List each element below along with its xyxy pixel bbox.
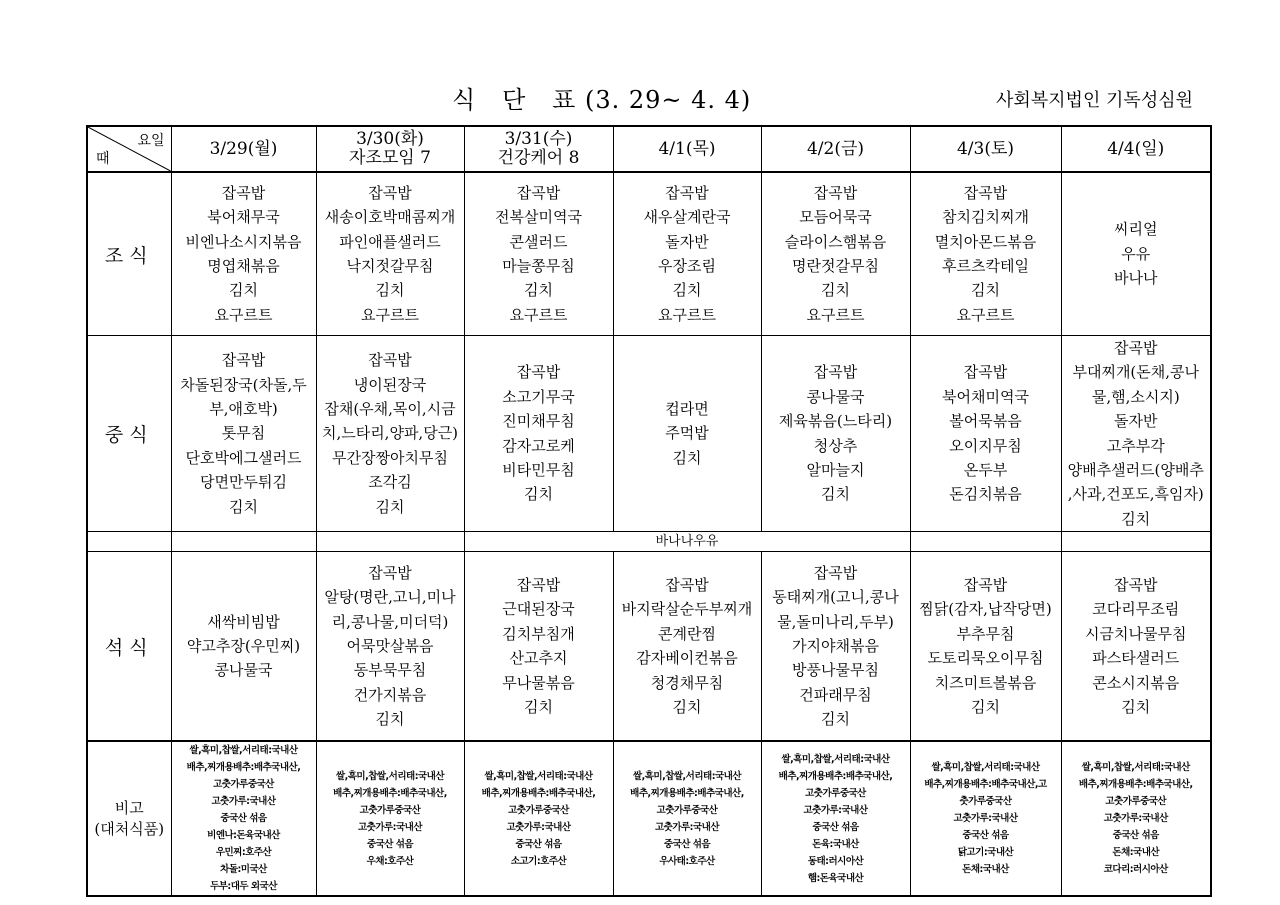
menu-item: 잡곡밥 [963, 576, 1008, 595]
menu-item: 파스타샐러드 [1092, 649, 1180, 668]
origin-notes-cell [316, 741, 464, 896]
menu-item: 건파래무침 [799, 685, 872, 704]
menu-cell [613, 552, 761, 742]
menu-item: 고춧가루중국산 [213, 779, 274, 791]
menu-item: 컵라면 [665, 400, 709, 419]
menu-item: 김치 [821, 710, 850, 729]
meal-label-lunch: 중식 [87, 336, 171, 532]
menu-item: 중국산 섞음 [812, 821, 859, 833]
menu-item: 쌀,흑미,찹쌀,서리태:국내산 [632, 770, 742, 782]
menu-cell [316, 336, 464, 532]
day-date: 4/4(일) [1107, 138, 1165, 159]
menu-item: 코다리:러시아산 [1103, 864, 1168, 876]
snack-cell [171, 532, 316, 552]
menu-item: 치즈미트볼볶음 [934, 673, 1037, 692]
menu-item: 김치부침개 [502, 624, 575, 643]
menu-item: 소고기무국 [502, 387, 575, 406]
origin-notes-cell [1061, 741, 1211, 896]
menu-item: 가지야채볶음 [792, 637, 879, 656]
menu-cell [464, 336, 613, 532]
menu-item: 참치김치찌개 [942, 208, 1029, 227]
menu-item: 양배추샐러드(양배추 [1067, 461, 1204, 480]
menu-item: 김치 [1121, 509, 1151, 528]
menu-item: 단호박에그샐러드 [185, 448, 302, 467]
menu-cell [910, 336, 1061, 532]
menu-item: 슬라이스햄볶음 [784, 232, 887, 251]
menu-item: 배추,찌개용배추:배추국내산,고 [924, 779, 1047, 791]
menu-cell [910, 172, 1061, 336]
menu-item: 부추무침 [956, 624, 1015, 643]
menu-item: 김치 [821, 281, 850, 300]
menu-item: 쌀,흑미,찹쌀,서리태:국내산 [1081, 762, 1190, 774]
menu-item: 모듬어묵국 [799, 208, 872, 227]
menu-item: 우장조림 [658, 257, 716, 275]
snack-cell [316, 532, 464, 552]
menu-item: 잡채(우채,목이,시금 [324, 400, 456, 419]
menu-item: 김치 [971, 281, 1000, 300]
menu-item: ,사과,건포도,흑임자) [1067, 485, 1204, 504]
menu-item: 소고기:호주산 [510, 855, 567, 867]
menu-item: 새우살계란국 [643, 208, 731, 227]
day-date: 4/1(목) [658, 138, 716, 159]
day-event: 자조모임 7 [349, 148, 431, 168]
menu-item: 햄:돈육국내산 [807, 872, 864, 884]
menu-item: 김치 [229, 497, 258, 516]
menu-item: 배추,찌개용배추:배추국내산, [778, 770, 893, 782]
menu-item: 돈김치볶음 [949, 485, 1022, 504]
menu-item: 오이지무침 [949, 436, 1022, 455]
menu-item: 요구르트 [658, 305, 716, 324]
menu-item: 요구르트 [361, 305, 419, 324]
day-header [1061, 126, 1211, 172]
menu-item: 돌자반 [1114, 412, 1158, 431]
menu-item: 낙지젓갈무침 [346, 257, 434, 275]
snack-cell [910, 532, 1061, 552]
menu-item: 명란젓갈무침 [792, 257, 879, 275]
menu-item: 중국산 섞음 [962, 830, 1009, 842]
menu-item: 고춧가루:국내산 [1103, 813, 1168, 825]
menu-item: 고춧가루중국산 [805, 787, 866, 799]
menu-item: 고춧가루:국내산 [803, 804, 868, 816]
menu-item: 중국산 섞음 [663, 838, 711, 850]
menu-cell [171, 336, 316, 532]
menu-cell [171, 552, 316, 742]
menu-item: 김치 [524, 485, 553, 504]
menu-item: 온두부 [963, 461, 1008, 480]
menu-item: 잡곡밥 [368, 563, 412, 582]
menu-cell [910, 552, 1061, 742]
menu-item: 쌀,흑미,찹쌀,서리태:국내산 [484, 770, 593, 782]
menu-cell [171, 172, 316, 336]
menu-item: 배추,찌개용배추:배추국내산, [481, 787, 596, 799]
menu-item: 배추,찌개용배추:배추국내산, [630, 787, 744, 799]
menu-item: 고춧가루중국산 [508, 804, 569, 816]
menu-item: 새싹비빔밥 [207, 612, 280, 631]
menu-item: 알탕(명란,고니,미나 [324, 588, 456, 607]
menu-item: 차돌된장국(차돌,두 [180, 375, 307, 394]
notes-row [87, 741, 1211, 896]
menu-item: 배추,찌개용배추:배추국내산, [333, 787, 447, 799]
menu-item: 근대된장국 [502, 600, 575, 619]
menu-item: 잡곡밥 [221, 351, 266, 370]
menu-item: 무나물볶음 [502, 673, 575, 692]
day-header [761, 126, 910, 172]
menu-item: 냉이된장국 [353, 375, 427, 394]
menu-item: 무간장짱아치무침 [332, 448, 448, 467]
menu-item: 춧가루중국산 [959, 796, 1012, 808]
menu-item: 감자고로케 [502, 436, 575, 455]
menu-item: 잡곡밥 [516, 363, 561, 382]
menu-item: 고춧가루중국산 [1105, 796, 1167, 808]
menu-item: 김치 [971, 698, 1000, 717]
menu-item: 닭고기:국내산 [957, 847, 1014, 859]
menu-item: 감자베이컨볶음 [636, 649, 738, 668]
day-date: 3/29(월) [209, 138, 278, 159]
menu-item: 청경채무침 [650, 673, 724, 692]
menu-item: 동부묵무침 [353, 661, 427, 680]
menu-item: 명엽채볶음 [207, 257, 280, 275]
menu-item: 잡곡밥 [963, 363, 1008, 382]
menu-item: 톳무침 [221, 424, 266, 443]
menu-item: 고춧가루중국산 [656, 804, 718, 816]
menu-item: 김치 [672, 281, 702, 300]
menu-item: 배추,찌개용배추:배추국내산, [1078, 779, 1193, 791]
organization-name: 사회복지법인 기독성심원 [996, 90, 1193, 111]
menu-item: 김치 [1121, 698, 1151, 717]
header-row [87, 126, 1211, 172]
menu-item: 요구르트 [956, 305, 1015, 324]
menu-item: 요구르트 [806, 305, 865, 324]
menu-cell [761, 336, 910, 532]
menu-item: 파인애플샐러드 [339, 232, 441, 251]
menu-item: 고춧가루:국내산 [211, 796, 276, 808]
menu-item: 콩나물국 [214, 661, 273, 680]
day-header [316, 126, 464, 172]
menu-item: 중국산 섞음 [1112, 830, 1159, 842]
menu-item: 고춧가루:국내산 [654, 821, 720, 833]
menu-item: 진미채무침 [502, 412, 575, 431]
menu-item: 김치 [375, 281, 405, 300]
menu-item: 돈채:국내산 [962, 864, 1009, 876]
menu-item: 김치 [672, 448, 702, 467]
menu-cell [1061, 552, 1211, 742]
menu-item: 부대찌개(돈채,콩나 [1072, 363, 1200, 382]
menu-item: 콘샐러드 [509, 232, 568, 251]
menu-item: 부,애호박) [209, 400, 278, 419]
menu-item: 알마늘지 [806, 461, 865, 480]
menu-item: 산고추지 [509, 649, 568, 668]
menu-item: 잡곡밥 [1114, 576, 1158, 595]
menu-item: 쌀,흑미,찹쌀,서리태:국내산 [781, 753, 890, 765]
menu-cell [761, 552, 910, 742]
menu-item: 물,햄,소시지) [1091, 387, 1180, 406]
menu-item: 북어채미역국 [942, 387, 1029, 406]
menu-cell [1061, 172, 1211, 336]
menu-cell [464, 172, 613, 336]
menu-item: 전복살미역국 [495, 208, 582, 227]
day-event: 건강케어 8 [497, 148, 580, 168]
menu-cell [761, 172, 910, 336]
origin-notes-cell [613, 741, 761, 896]
menu-item: 제육볶음(느타리) [778, 412, 893, 431]
menu-cell [316, 552, 464, 742]
menu-item: 잡곡밥 [813, 563, 858, 582]
snack-cell [1061, 532, 1211, 552]
menu-item: 돈육:국내산 [812, 838, 859, 850]
menu-item: 주먹밥 [665, 424, 709, 443]
menu-item: 콩나물국 [806, 387, 865, 406]
day-date: 4/2(금) [806, 138, 865, 159]
menu-item: 방풍나물무침 [792, 661, 879, 680]
menu-item: 약고추장(우민찌) [186, 637, 301, 656]
menu-item: 고춧가루:국내산 [953, 813, 1018, 825]
menu-item: 치,느타리,양파,당근) [321, 424, 459, 443]
breakfast-row [87, 172, 1211, 336]
snack-label-cell [87, 532, 171, 552]
menu-item: 비엔나:돈육국내산 [207, 830, 280, 842]
menu-item: 김치 [375, 710, 405, 729]
origin-notes-cell [910, 741, 1061, 896]
menu-item: 잡곡밥 [368, 183, 412, 202]
menu-item: 잡곡밥 [221, 183, 266, 202]
day-date: 3/30(화) [356, 129, 424, 149]
menu-item: 요구르트 [214, 305, 273, 324]
menu-item: 쌀,흑미,찹쌀,서리태:국내산 [335, 770, 445, 782]
menu-item: 북어채무국 [207, 208, 280, 227]
menu-item: 후르츠칵테일 [942, 257, 1029, 275]
corner-meal-label: 때 [96, 151, 110, 167]
menu-item: 두부:대두 외국산 [210, 881, 277, 893]
menu-item: 차돌:미국산 [220, 864, 267, 876]
menu-item: 바나나 [1114, 269, 1158, 288]
menu-item: 멸치아몬드볶음 [934, 232, 1037, 251]
notes-label-sub: (대처식품) [94, 819, 165, 838]
menu-item: 고춧가루:국내산 [506, 821, 571, 833]
day-date: 3/31(수) [504, 129, 573, 149]
menu-item: 조각김 [368, 473, 412, 492]
menu-item: 물,돌미나리,두부) [777, 612, 894, 631]
menu-item: 잡곡밥 [516, 183, 561, 202]
menu-item: 쌀,흑미,찹쌀,서리태:국내산 [189, 745, 298, 757]
menu-table [86, 125, 1212, 897]
day-header [464, 126, 613, 172]
menu-item: 요구르트 [509, 305, 568, 324]
menu-item: 김치 [821, 485, 850, 504]
menu-item: 잡곡밥 [963, 183, 1008, 202]
menu-item: 중국산 섞음 [515, 838, 562, 850]
day-header [171, 126, 316, 172]
menu-item: 고추부각 [1106, 436, 1165, 455]
notes-label [87, 741, 171, 896]
meal-label-dinner: 석식 [87, 552, 171, 742]
snack-row [87, 532, 1211, 552]
menu-item: 우민찌:호주산 [215, 847, 272, 859]
day-date: 4/3(토) [956, 138, 1015, 159]
menu-item: 김치 [524, 281, 553, 300]
menu-item: 김치 [375, 497, 405, 516]
menu-item: 볼어묵볶음 [949, 412, 1022, 431]
menu-cell [464, 552, 613, 742]
menu-item: 시금치나물무침 [1085, 624, 1187, 643]
menu-item: 잡곡밥 [368, 351, 412, 370]
menu-item: 우사태:호주산 [659, 855, 715, 867]
menu-item: 잡곡밥 [1114, 339, 1158, 357]
menu-item: 도토리묵오이무침 [927, 649, 1044, 668]
menu-item: 코다리무조림 [1092, 600, 1180, 619]
menu-item: 바지락살순두부찌개 [621, 600, 753, 619]
menu-item: 김치 [524, 698, 553, 717]
snack-item: 바나나우유 [464, 532, 910, 552]
menu-item: 콘계란찜 [658, 624, 716, 643]
corner-cell [87, 126, 171, 172]
menu-item: 콘소시지볶음 [1092, 673, 1180, 692]
menu-item: 중국산 섞음 [366, 838, 414, 850]
menu-item: 잡곡밥 [665, 576, 709, 595]
menu-cell [613, 172, 761, 336]
menu-item: 당면만두튀김 [200, 473, 287, 492]
menu-item: 고춧가루중국산 [359, 804, 421, 816]
menu-item: 동태찌개(고니,콩나 [772, 588, 899, 607]
menu-item: 배추,찌개용배추:배추국내산, [186, 762, 301, 774]
page-title: 식 단 표 (3. 29~ 4. 4) [452, 86, 752, 114]
menu-item: 돌자반 [665, 232, 709, 251]
menu-item: 청상추 [813, 436, 858, 455]
day-header [613, 126, 761, 172]
menu-item: 잡곡밥 [813, 183, 858, 202]
menu-item: 중국산 섞음 [220, 813, 267, 825]
menu-item: 쌀,흑미,찹쌀,서리태:국내산 [931, 762, 1040, 774]
menu-item: 우채:호주산 [366, 855, 414, 867]
origin-notes-cell [464, 741, 613, 896]
menu-item: 건가지볶음 [353, 685, 427, 704]
menu-cell [1061, 336, 1211, 532]
menu-item: 김치 [672, 698, 702, 717]
menu-item: 동태:러시아산 [807, 855, 864, 867]
menu-item: 새송이호박매콤찌개 [324, 208, 456, 227]
lunch-row [87, 336, 1211, 532]
menu-item: 돈채:국내산 [1112, 847, 1160, 859]
notes-label-main: 비고 [114, 798, 144, 817]
menu-item: 잡곡밥 [516, 576, 561, 595]
menu-item: 김치 [229, 281, 258, 300]
origin-notes-cell [171, 741, 316, 896]
menu-item: 잡곡밥 [813, 363, 858, 382]
meal-label-breakfast: 조식 [87, 172, 171, 336]
menu-item: 비타민무침 [502, 461, 575, 480]
menu-item: 씨리얼 [1114, 220, 1158, 239]
menu-item: 어묵맛살볶음 [346, 637, 434, 656]
corner-day-label: 요일 [137, 133, 165, 149]
dinner-row [87, 552, 1211, 742]
menu-item: 잡곡밥 [665, 183, 709, 202]
menu-cell [316, 172, 464, 336]
menu-item: 우유 [1121, 244, 1151, 263]
day-header [910, 126, 1061, 172]
menu-item: 리,콩나물,미더덕) [331, 612, 449, 631]
menu-cell [613, 336, 761, 532]
menu-item: 비엔나소시지볶음 [185, 232, 302, 251]
menu-item: 찜닭(감자,납작당면) [919, 600, 1052, 619]
menu-item: 고춧가루:국내산 [357, 821, 423, 833]
menu-item: 마늘쫑무침 [502, 257, 575, 275]
origin-notes-cell [761, 741, 910, 896]
